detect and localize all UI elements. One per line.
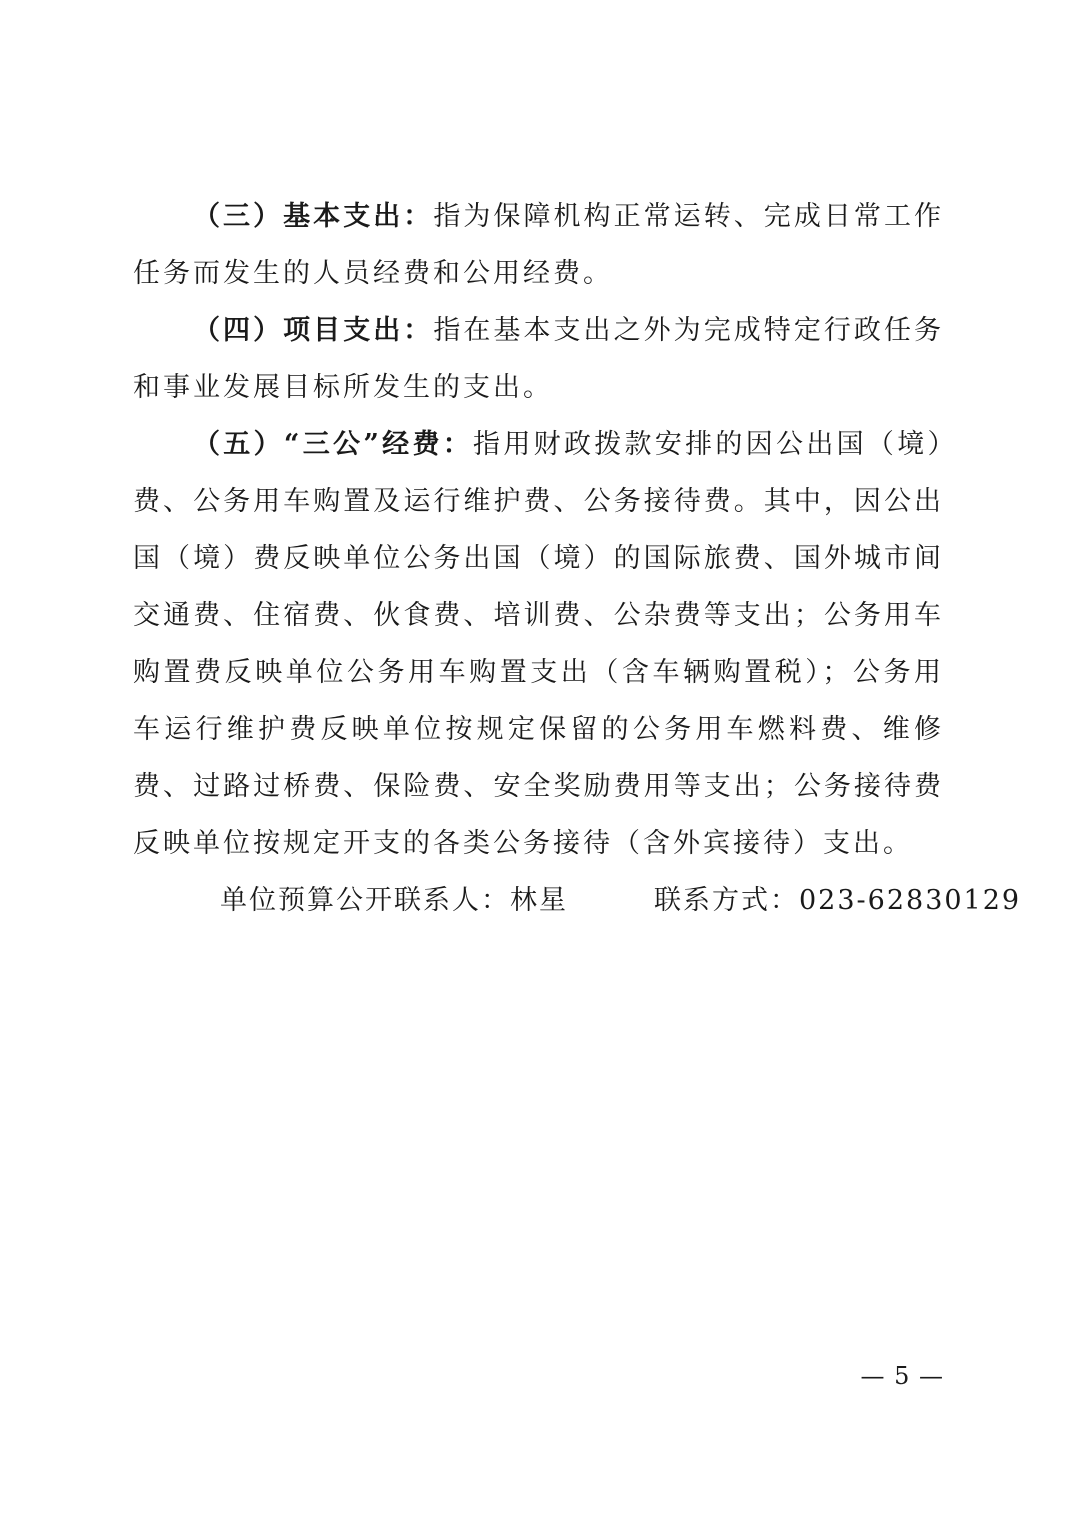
contact-person-name: 林星 xyxy=(510,885,568,916)
paragraph-heading: （五）“三公”经费： xyxy=(193,429,474,460)
contact-phone: 023-62830129 xyxy=(799,885,1022,916)
paragraph-text: 指用财政拨款安排的因公出国（境）费、公务用车购置及运行维护费、公务接待费。其中，因公出国（境）费反映单位公务出国（境）的国际旅费、国外城市间交通费、住宿费、伙食费、培训费、公杂费等支出；公务用车购置费反映单位公务用车购置支出（含车辆购置税）；公务用车运行维护费反映单位按规定保留的公务用车燃料费、维修费、过路过桥费、保险费、安全奖励费用等支出；公务接待费反映单位按规定开支的各类公务接待（含外宾接待）支出。 xyxy=(133,429,945,859)
paragraph-basic-expenditure xyxy=(133,188,944,302)
paragraph-three-public-expenses xyxy=(133,416,944,872)
paragraph-project-expenditure xyxy=(133,302,944,416)
paragraph-heading: （三）基本支出： xyxy=(193,201,434,232)
paragraph-heading: （四）项目支出： xyxy=(193,315,434,346)
page-number: — 5 — xyxy=(860,1362,944,1390)
paragraph-text: 指为保障机构正常运转、完成日常工作任务而发生的人员经费和公用经费。 xyxy=(133,201,945,289)
contact-person-label: 单位预算公开联系人： xyxy=(220,885,510,916)
contact-line xyxy=(133,872,1022,929)
paragraph-text: 指在基本支出之外为完成特定行政任务和事业发展目标所发生的支出。 xyxy=(133,315,945,403)
contact-method-label: 联系方式： xyxy=(654,885,799,916)
document-body xyxy=(133,188,1022,929)
